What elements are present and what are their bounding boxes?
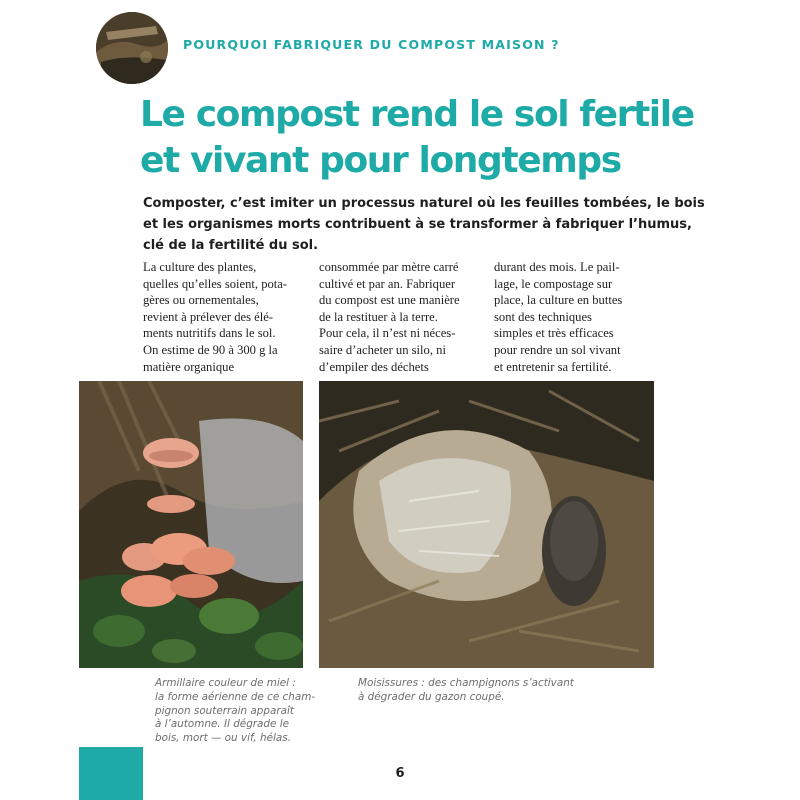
footer-color-block [79,747,143,800]
honey-mushroom-photo [79,381,303,668]
body-line: revient à prélever des élé- [143,309,274,324]
lead-line: clé de la fertilité du sol. [143,238,319,253]
caption-line: bois, mort — ou vif, hélas. [155,732,291,745]
body-line: d’empiler des déchets [319,359,429,374]
body-line: On estime de 90 à 300 g la [143,342,278,357]
lead-line: et les organismes morts contribuent à se transformer à fabriquer l’humus, [143,217,692,232]
header-thumbnail-image [96,12,168,84]
body-line: et entretenir sa fertilité. [494,359,612,374]
mould-on-grass-illustration [319,381,654,668]
photo-caption-left [155,677,315,746]
body-line: consommée par mètre carré [319,260,459,274]
body-line: lage, le compostage sur [494,276,613,291]
body-line: simples et très efficaces [494,326,614,341]
caption-line: Moisissures : des champignons s’activant [358,677,574,689]
mould-photo [319,381,654,668]
body-line: durant des mois. Le pail- [494,260,620,274]
body-line: La culture des plantes, [143,260,257,274]
body-column-1 [143,259,318,375]
body-line: Pour cela, il n’est ni néces- [319,326,456,341]
title-line: et vivant pour longtemps [140,140,621,181]
body-line: de la restituer à la terre. [319,309,438,324]
body-line: pour rendre un sol vivant [494,342,621,357]
body-line: matière organique [143,359,235,374]
section-kicker: POURQUOI FABRIQUER DU COMPOST MAISON ? [183,37,560,52]
body-column-3 [494,259,669,375]
title-line: Le compost rend le sol fertile [140,94,694,135]
body-column-2 [319,259,494,375]
page-title [140,92,760,184]
body-line: quelles qu’elles soient, pota- [143,276,288,291]
lead-line: Composter, c’est imiter un processus naturel où les feuilles tombées, le bois [143,196,705,211]
lead-paragraph [143,193,705,256]
body-line: gères ou ornementales, [143,293,259,308]
caption-line: la forme aérienne de ce cham- [155,690,316,703]
body-line: sont des techniques [494,309,592,324]
honey-mushroom-illustration [79,381,303,668]
body-line: place, la culture en buttes [494,293,623,308]
body-line: saire d’acheter un silo, ni [319,342,446,357]
page-number: 6 [395,766,405,781]
body-line: ments nutritifs dans le sol. [143,326,276,341]
caption-line: à l’automne. Il dégrade le [155,718,289,731]
compost-heap-thumbnail-illustration [96,12,168,84]
caption-line: pignon souterrain apparaît [155,704,294,717]
body-line: du compost est une manière [319,293,460,308]
caption-line: Armillaire couleur de miel : [155,677,296,689]
caption-line: à dégrader du gazon coupé. [358,690,505,703]
body-line: cultivé et par an. Fabriquer [319,276,456,291]
photo-caption-right [358,677,574,705]
